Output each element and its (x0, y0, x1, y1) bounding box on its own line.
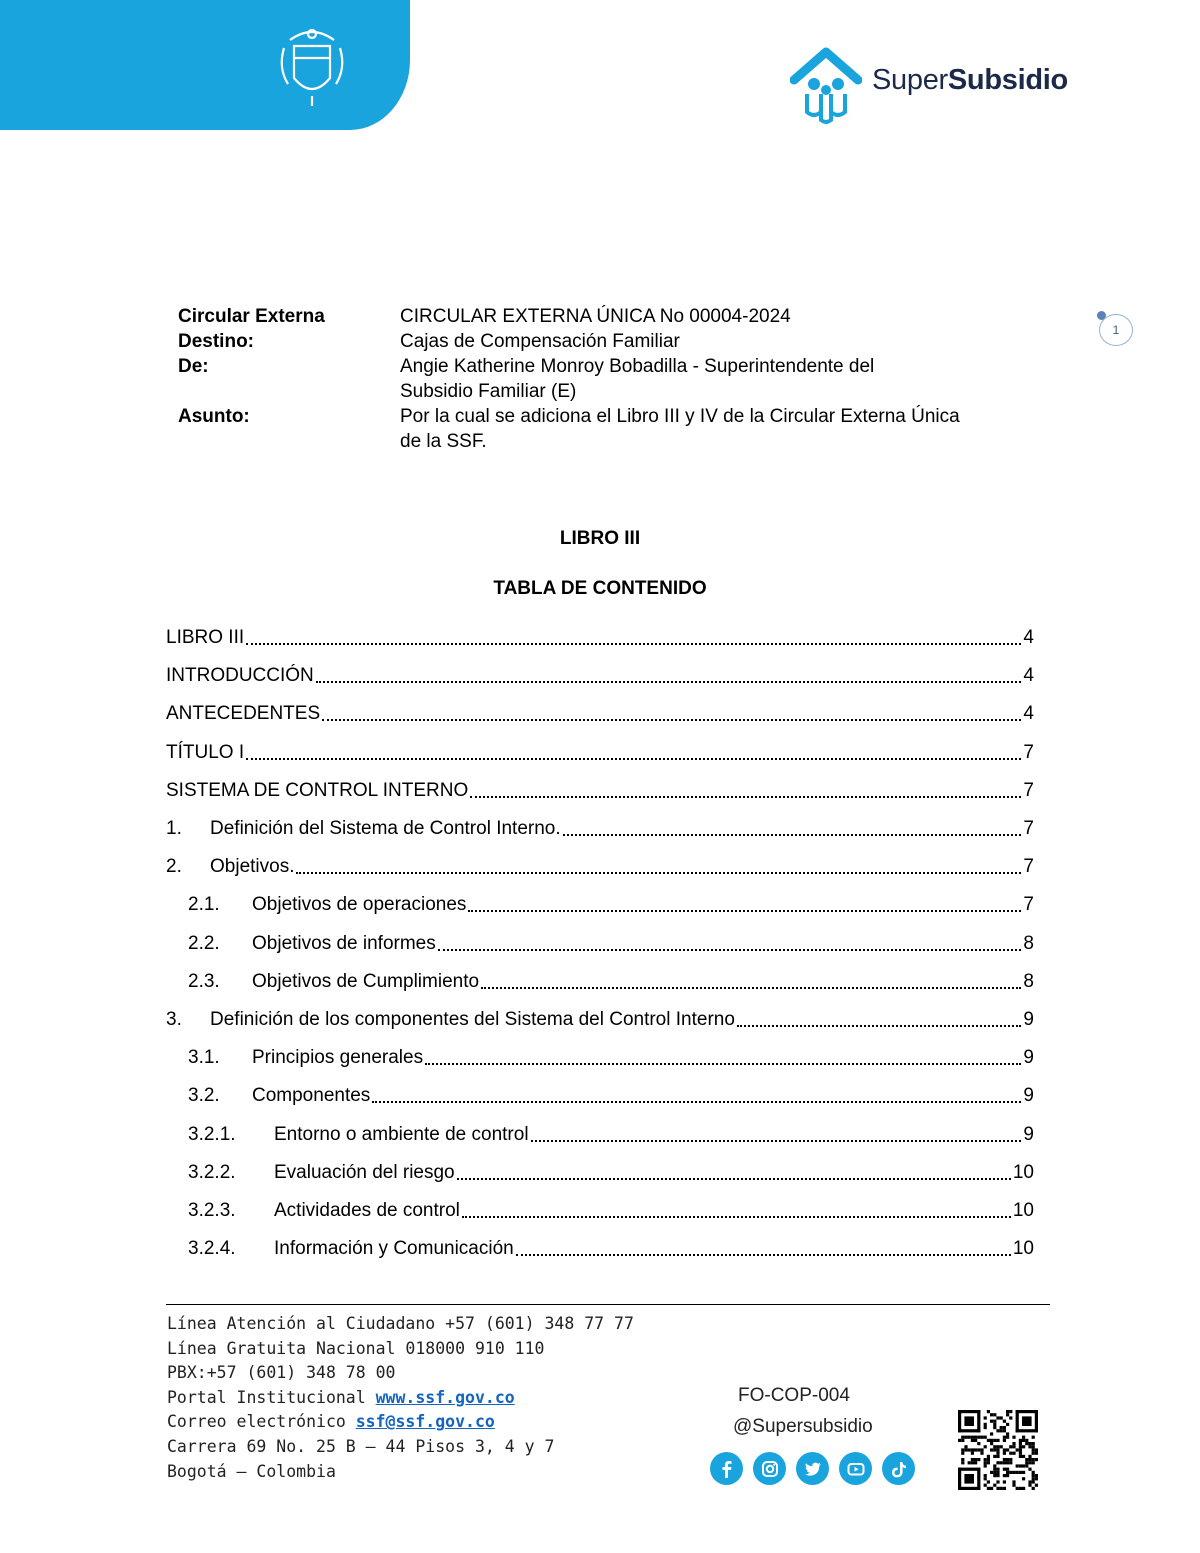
toc-entry[interactable] (166, 853, 1034, 881)
toc-entry-page: 4 (1023, 665, 1034, 687)
footer-line-atencion: Línea Atención al Ciudadano +57 (601) 348 77 77 (167, 1314, 634, 1333)
toc-entry-number: 2. (166, 856, 182, 878)
toc-entry-page: 9 (1023, 1123, 1034, 1145)
toc-leader-dots (246, 643, 1021, 645)
toc-leader-dots (372, 1101, 1021, 1103)
instagram-icon[interactable] (753, 1452, 786, 1485)
circular-metadata (178, 304, 1038, 454)
toc-entry[interactable] (166, 930, 1034, 958)
comment-marker[interactable]: 1 (1099, 314, 1133, 346)
toc-entry-page: 7 (1023, 818, 1034, 839)
footer-line-city: Bogotá – Colombia (167, 1461, 336, 1481)
toc-entry-page: 9 (1023, 1009, 1034, 1030)
toc-entry[interactable] (166, 968, 1034, 996)
toc-entry-number: 3.2.3. (188, 1200, 236, 1221)
toc-entry-number: 2.1. (188, 894, 220, 916)
toc-entry-title: Objetivos de operaciones (252, 894, 467, 916)
meta-value (400, 354, 1038, 404)
toc-entry-title: Objetivos de Cumplimiento (252, 970, 480, 992)
toc-entry-page: 8 (1023, 970, 1034, 992)
meta-row-destino (178, 329, 1038, 354)
toc-entry[interactable] (166, 1121, 1034, 1149)
form-code: FO-COP-004 (738, 1385, 850, 1406)
toc-entry-page: 7 (1023, 856, 1034, 878)
toc-entry[interactable] (166, 777, 1034, 805)
toc-entry-number: 3. (166, 1009, 182, 1030)
social-handle: @Supersubsidio (733, 1416, 873, 1437)
toc-entry-number: 3.2.2. (188, 1161, 236, 1183)
email-link[interactable]: ssf@ssf.gov.co (355, 1412, 495, 1432)
toc-leader-dots (481, 987, 1021, 989)
meta-value (400, 329, 1038, 354)
toc-entry[interactable] (166, 1082, 1034, 1110)
meta-value-line: Cajas de Compensación Familiar (400, 331, 680, 352)
toc-leader-dots (563, 834, 1022, 836)
toc-entry[interactable] (166, 1044, 1034, 1072)
toc-entry-title: Componentes (252, 1085, 371, 1107)
footer-line-address: Carrera 69 No. 25 B – 44 Pisos 3, 4 y 7 (167, 1436, 555, 1456)
meta-label: Asunto: (178, 406, 250, 427)
toc-entry-page: 4 (1023, 627, 1034, 648)
toc-entry[interactable] (166, 1159, 1034, 1187)
supersubsidio-logo-icon (790, 46, 862, 124)
meta-value-line: Angie Katherine Monroy Bobadilla - Superintendente del (400, 356, 875, 377)
toc-entry-page: 9 (1023, 1085, 1034, 1107)
toc-entry-title: Evaluación del riesgo (274, 1161, 455, 1183)
toc-entry-page: 8 (1023, 932, 1034, 954)
youtube-icon[interactable] (839, 1452, 872, 1485)
footer-line-email (167, 1410, 634, 1435)
toc-entry-number: 3.2. (188, 1085, 220, 1107)
footer-contact (167, 1312, 634, 1484)
toc-entry-page: 10 (1012, 1238, 1034, 1260)
coat-of-arms-icon (270, 18, 354, 108)
facebook-icon[interactable] (710, 1452, 743, 1485)
portal-link[interactable]: www.ssf.gov.co (375, 1387, 515, 1407)
toc-leader-dots (457, 1178, 1011, 1180)
toc-entry-title: Definición de los componentes del Sistema del Control Interno (210, 1009, 735, 1030)
toc-entry-number: 3.2.4. (188, 1238, 236, 1260)
toc-leader-dots (322, 719, 1021, 721)
toc-entry-page: 7 (1023, 894, 1034, 916)
toc-entry-number: 2.2. (188, 932, 220, 954)
footer-line-pbx: PBX:+57 (601) 348 78 00 (167, 1363, 396, 1383)
toc-leader-dots (246, 758, 1021, 760)
toc-entry-number: 1. (166, 818, 182, 839)
toc-entry-page: 10 (1012, 1161, 1034, 1183)
meta-value-line: CIRCULAR EXTERNA ÚNICA No 00004-2024 (400, 306, 791, 327)
toc-entry[interactable] (166, 624, 1034, 652)
toc-entry-title: TÍTULO I (166, 741, 245, 763)
toc-entry-title: INTRODUCCIÓN (166, 665, 314, 687)
toc-leader-dots (425, 1063, 1021, 1065)
footer-line-portal (167, 1386, 634, 1411)
meta-label: Destino: (178, 331, 254, 352)
portal-label: Portal Institucional (167, 1387, 376, 1407)
toc-entry-page: 9 (1023, 1047, 1034, 1069)
meta-value-line: Subsidio Familiar (E) (400, 381, 577, 402)
brand-prefix: Super (872, 64, 948, 96)
footer-divider (166, 1304, 1050, 1305)
toc-entry-title: Definición del Sistema de Control Interno. (210, 818, 561, 839)
toc-entry-title: Actividades de control (274, 1200, 460, 1221)
toc-entry[interactable] (166, 815, 1034, 843)
toc-entry-title: SISTEMA DE CONTROL INTERNO (166, 779, 469, 801)
brand-wordmark (872, 64, 1068, 97)
toc-entry-page: 4 (1023, 703, 1034, 725)
toc-entry-page: 10 (1012, 1200, 1034, 1221)
meta-value-line: Por la cual se adiciona el Libro III y IV de la Circular Externa Única (400, 406, 960, 427)
toc-entry[interactable] (166, 700, 1034, 728)
brand-bold: Subsidio (947, 64, 1068, 96)
meta-label: Circular Externa (178, 306, 325, 327)
qr-code (958, 1410, 1038, 1490)
toc-entry-title: Objetivos de informes (252, 932, 436, 954)
toc-heading: TABLA DE CONTENIDO (493, 578, 707, 599)
meta-value (400, 304, 1038, 329)
toc-entry-number: 3.1. (188, 1047, 220, 1069)
libro-heading: LIBRO III (559, 528, 641, 549)
toc-leader-dots (462, 1216, 1011, 1218)
toc-leader-dots (531, 1140, 1022, 1142)
toc-entry-number: 2.3. (188, 970, 220, 992)
meta-label: De: (178, 356, 209, 377)
toc-entry[interactable] (166, 1235, 1034, 1263)
toc-entry[interactable] (166, 662, 1034, 690)
toc-entry-number: 3.2.1. (188, 1123, 236, 1145)
toc-leader-dots (296, 872, 1021, 874)
toc-entry[interactable] (166, 891, 1034, 919)
toc-entry-title: Objetivos. (210, 856, 295, 878)
header-band (0, 0, 410, 130)
toc-leader-dots (316, 681, 1022, 683)
toc-leader-dots (516, 1254, 1011, 1256)
toc-entry[interactable] (166, 1197, 1034, 1225)
toc-leader-dots (470, 796, 1021, 798)
meta-row-de (178, 354, 1038, 404)
meta-row-circular (178, 304, 1038, 329)
toc-entry-page: 7 (1023, 779, 1034, 801)
email-label: Correo electrónico (167, 1412, 356, 1432)
twitter-icon[interactable] (796, 1452, 829, 1485)
toc-leader-dots (438, 949, 1022, 951)
meta-value-line: de la SSF. (400, 431, 487, 452)
meta-value (400, 404, 1038, 454)
toc-leader-dots (737, 1025, 1022, 1027)
toc-entry[interactable] (166, 1006, 1034, 1034)
social-icons (710, 1452, 915, 1485)
toc-entry-title: Información y Comunicación (274, 1238, 514, 1260)
toc-entry-title: Principios generales (252, 1047, 424, 1069)
toc-leader-dots (468, 910, 1021, 912)
tiktok-icon[interactable] (882, 1452, 915, 1485)
footer-line-gratuita: Línea Gratuita Nacional 018000 910 110 (167, 1338, 545, 1358)
toc-entry-title: LIBRO III (166, 627, 245, 648)
toc-entry-title: ANTECEDENTES (166, 703, 321, 725)
toc-entry[interactable] (166, 739, 1034, 767)
meta-row-asunto (178, 404, 1038, 454)
toc-entry-title: Entorno o ambiente de control (274, 1123, 529, 1145)
toc-entry-page: 7 (1023, 741, 1034, 763)
